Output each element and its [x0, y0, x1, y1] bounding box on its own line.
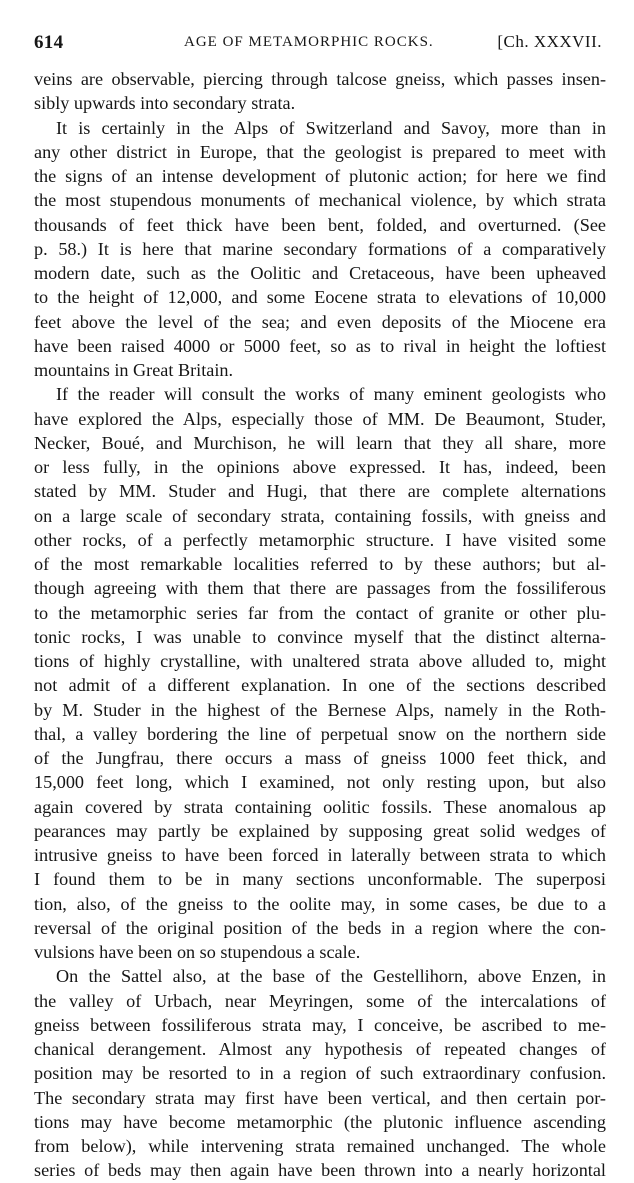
running-title: AGE OF METAMORPHIC ROCKS.: [184, 34, 434, 50]
text-line: stated by MM. Studer and Hugi, that there are complete alternations: [34, 481, 606, 502]
text-line: or less fully, in the opinions above expressed. It has, indeed, been: [34, 457, 606, 477]
text-line: 15,000 feet long, which I examined, not only resting upon, but also: [34, 772, 606, 793]
text-line: mountains in Great Britain.: [34, 360, 234, 380]
text-line: modern date, such as the Oolitic and Cretaceous, have been upheaved: [34, 263, 606, 283]
text-line: gneiss between fossiliferous strata may, I conceive, be ascribed to me-: [34, 1014, 606, 1035]
text-line: position may be resorted to in a region of such extraordinary confusion.: [34, 1063, 606, 1084]
text-line: tions of highly crystalline, with unaltered strata above alluded to, might: [34, 651, 606, 671]
text-line: pearances may partly be explained by supposing great solid wedges of: [34, 820, 606, 841]
text-line: p. 58.) It is here that marine secondary formations of a comparatively: [34, 238, 606, 259]
text-line: On the Sattel also, at the base of the Gestellihorn, above Enzen, in: [56, 966, 606, 987]
text-line: to the height of 12,000, and some Eocene strata to elevations of 10,000: [34, 287, 606, 308]
text-line: sibly upwards into secondary strata.: [34, 93, 296, 114]
text-line: have been raised 4000 or 5000 feet, so as to rival in height the loftiest: [34, 335, 606, 356]
running-head: [34, 6, 606, 53]
text-line: not admit of a different explanation. In one of the sections described: [34, 675, 606, 696]
text-line: tions may have become metamorphic (the plutonic influence ascending: [34, 1111, 606, 1132]
text-line: on a large scale of secondary strata, containing fossils, with gneiss and: [34, 505, 606, 526]
text-line: though agreeing with them that there are passages from the fossiliferous: [34, 578, 606, 599]
text-line: have explored the Alps, especially those of MM. De Beaumont, Studer,: [34, 408, 606, 429]
body-text: [34, 67, 606, 1183]
page-number: 614: [34, 32, 64, 53]
text-line: from below), while intervening strata remained unchanged. The whole: [34, 1136, 606, 1156]
chapter-reference: [Ch. XXXVII.: [497, 32, 602, 51]
text-line: of the most remarkable localities referred to by these authors; but al-: [34, 554, 606, 574]
text-line: series of beds may then again have been thrown into a nearly horizontal: [34, 1160, 606, 1181]
text-line: It is certainly in the Alps of Switzerland and Savoy, more than in: [56, 117, 606, 138]
paragraph: [34, 116, 606, 383]
text-line: feet above the level of the sea; and even deposits of the Miocene era: [34, 311, 606, 332]
text-line: the most stupendous monuments of mechanical violence, by which strata: [34, 190, 606, 211]
text-line: If the reader will consult the works of many eminent geologists who: [56, 384, 606, 405]
text-line: again covered by strata containing oolitic fossils. These anomalous ap: [34, 796, 606, 817]
text-line: tion, also, of the gneiss to the oolite may, in some cases, be due to a: [34, 893, 606, 914]
text-line: of the Jungfrau, there occurs a mass of gneiss 1000 feet thick, and: [34, 748, 606, 768]
text-line: the valley of Urbach, near Meyringen, some of the intercalations of: [34, 990, 606, 1011]
text-line: The secondary strata may first have been vertical, and then certain por-: [34, 1087, 606, 1108]
text-line: intrusive gneiss to have been forced in laterally between strata to which: [34, 845, 606, 865]
text-line: veins are observable, piercing through talcose gneiss, which passes insen-: [34, 69, 606, 89]
text-line: vulsions have been on so stupendous a scale.: [34, 942, 361, 962]
text-line: other rocks, of a perfectly metamorphic structure. I have visited some: [34, 529, 606, 550]
paragraph: [34, 67, 606, 116]
text-line: by M. Studer in the highest of the Bernese Alps, namely in the Roth-: [34, 699, 606, 720]
text-line: to the metamorphic series far from the contact of granite or other plu-: [34, 602, 606, 623]
text-line: the signs of an intense development of plutonic action; for here we find: [34, 166, 606, 186]
text-line: tonic rocks, I was unable to convince myself that the distinct alterna-: [34, 626, 606, 647]
text-line: Necker, Boué, and Murchison, he will learn that they all share, more: [34, 432, 606, 453]
text-line: I found them to be in many sections unconformable. The superposi: [34, 869, 606, 890]
text-line: thal, a valley bordering the line of perpetual snow on the northern side: [34, 723, 606, 744]
paragraph: [34, 964, 606, 1182]
text-line: thousands of feet thick have been bent, folded, and overturned. (See: [34, 214, 606, 235]
text-line: any other district in Europe, that the geologist is prepared to meet with: [34, 141, 606, 162]
paragraph: [34, 382, 606, 964]
text-line: chanical derangement. Almost any hypothesis of repeated changes of: [34, 1039, 606, 1059]
text-line: reversal of the original position of the beds in a region where the con-: [34, 917, 606, 938]
